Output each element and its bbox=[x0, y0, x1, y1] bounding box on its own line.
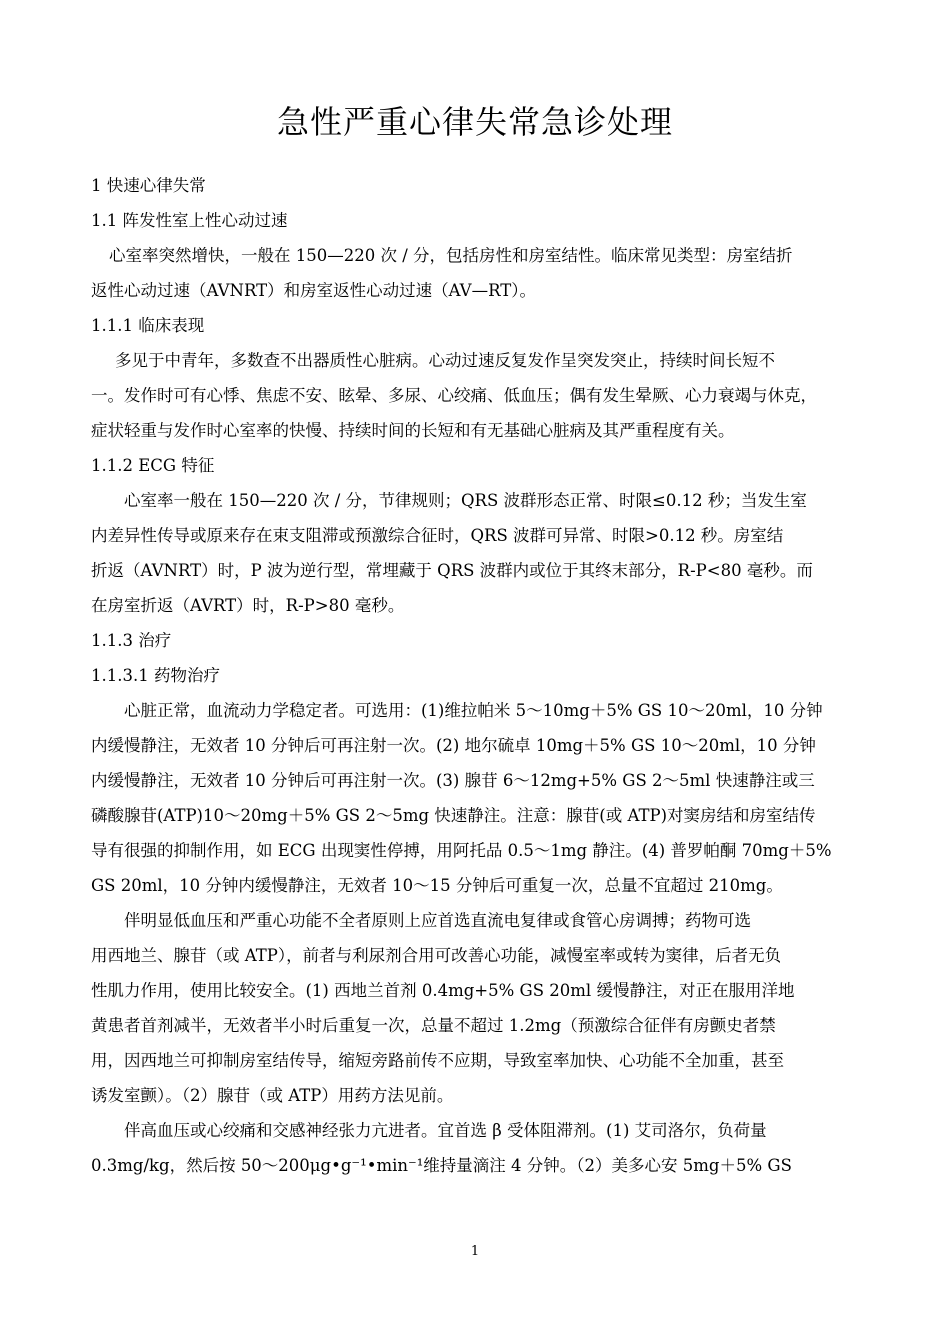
paragraph-line: 心脏正常，血流动力学稳定者。可选用：(1)维拉帕米 5～10mg＋5% GS 10～20ml，10 分钟 bbox=[124, 701, 823, 720]
document-body bbox=[91, 168, 863, 1183]
paragraph-line: 在房室折返（AVRT）时，R-P>80 毫秒。 bbox=[91, 596, 405, 615]
paragraph-line: 一。发作时可有心悸、焦虑不安、眩晕、多尿、心绞痛、低血压；偶有发生晕厥、心力衰竭与休克， bbox=[91, 386, 817, 405]
paragraph-line: 导有很强的抑制作用，如 ECG 出现窦性停搏，用阿托品 0.5～1mg 静注。(4) 普罗帕酮 70mg＋5% bbox=[91, 841, 832, 860]
subsection-heading: 1.1 阵发性室上性心动过速 bbox=[91, 211, 288, 230]
paragraph-line: 心室率一般在 150—220 次 / 分，节律规则；QRS 波群形态正常、时限≤0.12 秒；当发生室 bbox=[124, 491, 807, 510]
paragraph-line: 折返（AVNRT）时，P 波为逆行型，常埋藏于 QRS 波群内或位于其终末部分，R-P<80 毫秒。而 bbox=[91, 561, 813, 580]
paragraph-line: 返性心动过速（AVNRT）和房室返性心动过速（AV—RT）。 bbox=[91, 281, 536, 300]
paragraph-line: 性肌力作用，使用比较安全。(1) 西地兰首剂 0.4mg+5% GS 20ml 缓慢静注，对正在服用洋地 bbox=[91, 981, 795, 1000]
subsection-heading: 1.1.3.1 药物治疗 bbox=[91, 666, 220, 685]
subsection-heading: 1.1.1 临床表现 bbox=[91, 316, 205, 335]
paragraph-line: 磷酸腺苷(ATP)10～20mg＋5% GS 2～5mg 快速静注。注意：腺苷(或 ATP)对窦房结和房室结传 bbox=[91, 806, 816, 825]
paragraph-line: 用西地兰、腺苷（或 ATP），前者与利尿剂合用可改善心功能，减慢室率或转为窦律，后者无负 bbox=[91, 946, 782, 965]
paragraph-line: 多见于中青年，多数查不出器质性心脏病。心动过速反复发作呈突发突止，持续时间长短不 bbox=[115, 351, 775, 370]
document-title: 急性严重心律失常急诊处理 bbox=[276, 103, 673, 141]
page-number: 1 bbox=[470, 1244, 480, 1259]
subsection-heading: 1.1.2 ECG 特征 bbox=[91, 456, 215, 475]
paragraph-line: 伴明显低血压和严重心功能不全者原则上应首选直流电复律或食管心房调搏；药物可选 bbox=[124, 911, 751, 930]
paragraph-line: 诱发室颤）。（2）腺苷（或 ATP）用药方法见前。 bbox=[91, 1086, 454, 1105]
section-heading: 1 快速心律失常 bbox=[91, 176, 206, 195]
paragraph-line: 0.3mg/kg，然后按 50～200μg•g⁻¹•min⁻¹维持量滴注 4 分钟。（2）美多心安 5mg＋5% GS bbox=[91, 1156, 792, 1175]
paragraph-line: GS 20ml，10 分钟内缓慢静注，无效者 10～15 分钟后可重复一次，总量不宜超过 210mg。 bbox=[91, 876, 783, 895]
subsection-heading: 1.1.3 治疗 bbox=[91, 631, 172, 650]
paragraph-line: 黄患者首剂减半，无效者半小时后重复一次，总量不超过 1.2mg（预激综合征伴有房颤史者禁 bbox=[91, 1016, 776, 1035]
paragraph-line: 心室率突然增快，一般在 150—220 次 / 分，包括房性和房室结性。临床常见类型：房室结折 bbox=[109, 246, 793, 265]
paragraph-line: 内缓慢静注，无效者 10 分钟后可再注射一次。(2) 地尔硫卓 10mg＋5% GS 10～20ml，10 分钟 bbox=[91, 736, 816, 755]
paragraph-line: 伴高血压或心绞痛和交感神经张力亢进者。宜首选 β 受体阻滞剂。(1) 艾司洛尔，负荷量 bbox=[124, 1121, 767, 1140]
paragraph-line: 内差异性传导或原来存在束支阻滞或预激综合征时，QRS 波群可异常、时限>0.12 秒。房室结 bbox=[91, 526, 784, 545]
paragraph-line: 内缓慢静注，无效者 10 分钟后可再注射一次。(3) 腺苷 6～12mg+5% GS 2～5ml 快速静注或三 bbox=[91, 771, 815, 790]
paragraph-line: 用，因西地兰可抑制房室结传导，缩短旁路前传不应期，导致室率加快、心功能不全加重，甚至 bbox=[91, 1051, 784, 1070]
paragraph-line: 症状轻重与发作时心室率的快慢、持续时间的长短和有无基础心脏病及其严重程度有关。 bbox=[91, 421, 735, 440]
